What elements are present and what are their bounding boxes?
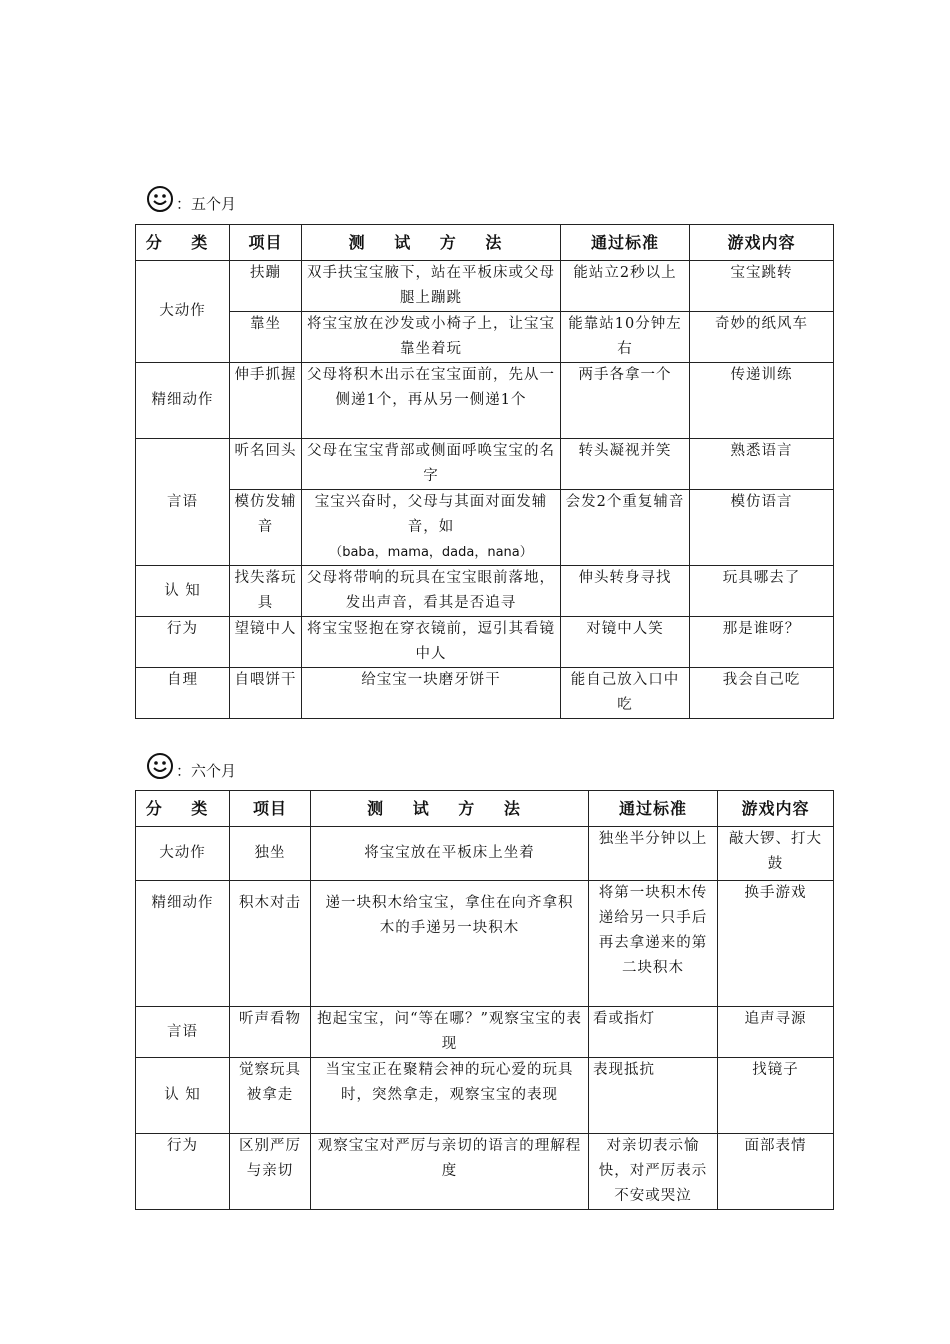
game-cell: 面部表情 <box>718 1134 834 1210</box>
five-month-table <box>135 224 834 719</box>
category-cell: 精细动作 <box>136 881 230 1007</box>
item-cell: 自喂饼干 <box>230 668 302 719</box>
standard-cell: 转头凝视并笑 <box>561 439 690 490</box>
method-cell <box>302 490 561 566</box>
item-cell: 觉察玩具被拿走 <box>230 1058 311 1134</box>
game-cell: 熟悉语言 <box>690 439 834 490</box>
header-item: 项目 <box>230 791 311 827</box>
method-cell: 将宝宝竖抱在穿衣镜前，逗引其看镜中人 <box>302 617 561 668</box>
smiley-icon <box>146 752 174 780</box>
method-cell: 双手扶宝宝腋下，站在平板床或父母腿上蹦跳 <box>302 261 561 312</box>
method-cell: 给宝宝一块磨牙饼干 <box>302 668 561 719</box>
game-cell: 那是谁呀？ <box>690 617 834 668</box>
game-cell: 奇妙的纸风车 <box>690 312 834 363</box>
method-cell: 父母将带响的玩具在宝宝眼前落地，发出声音，看其是否追寻 <box>302 566 561 617</box>
standard-cell: 对亲切表示愉快，对严厉表示不安或哭泣 <box>589 1134 718 1210</box>
item-cell: 区别严厉与亲切 <box>230 1134 311 1210</box>
standard-cell: 将第一块积木传递给另一只手后再去拿递来的第二块积木 <box>589 881 718 1007</box>
header-standard: 通过标准 <box>561 225 690 261</box>
item-cell: 模仿发辅音 <box>230 490 302 566</box>
item-cell: 找失落玩具 <box>230 566 302 617</box>
standard-cell: 伸头转身寻找 <box>561 566 690 617</box>
standard-cell: 能站立2秒以上 <box>561 261 690 312</box>
category-cell: 行为 <box>136 617 230 668</box>
table-row <box>136 261 834 312</box>
method-example: （baba，mama，dada，nana） <box>329 545 533 560</box>
standard-cell: 能靠站10分钟左右 <box>561 312 690 363</box>
game-cell: 换手游戏 <box>718 881 834 1007</box>
method-cell: 抱起宝宝，问“等在哪？”观察宝宝的表现 <box>311 1007 589 1058</box>
item-cell: 靠坐 <box>230 312 302 363</box>
table-row <box>136 827 834 881</box>
section-title: ：五个月 <box>176 195 237 213</box>
game-cell: 模仿语言 <box>690 490 834 566</box>
header-standard: 通过标准 <box>589 791 718 827</box>
item-cell: 独坐 <box>230 827 311 881</box>
header-method: 测 试 方 法 <box>302 225 561 261</box>
method-cell: 将宝宝放在平板床上坐着 <box>311 827 589 881</box>
item-cell: 伸手抓握 <box>230 363 302 439</box>
game-cell: 宝宝跳转 <box>690 261 834 312</box>
table-row <box>136 1007 834 1058</box>
table-row <box>136 617 834 668</box>
table-header-row <box>136 791 834 827</box>
table-row <box>136 881 834 1007</box>
method-text: 宝宝兴奋时，父母与其面对面发辅音，如 <box>314 494 548 535</box>
smiley-icon <box>146 185 174 213</box>
method-cell: 父母将积木出示在宝宝面前，先从一侧递1个，再从另一侧递1个 <box>302 363 561 439</box>
section-title: ：六个月 <box>176 762 237 780</box>
method-cell: 递一块积木给宝宝，拿住在向齐拿积木的手递另一块积木 <box>311 881 589 1007</box>
category-cell: 言语 <box>136 439 230 566</box>
table-header-row <box>136 225 834 261</box>
method-cell: 将宝宝放在沙发或小椅子上，让宝宝靠坐着玩 <box>302 312 561 363</box>
standard-cell: 两手各拿一个 <box>561 363 690 439</box>
game-cell: 找镜子 <box>718 1058 834 1134</box>
game-cell: 敲大锣、打大鼓 <box>718 827 834 881</box>
table-row <box>136 490 834 566</box>
item-cell: 望镜中人 <box>230 617 302 668</box>
item-cell: 听名回头 <box>230 439 302 490</box>
category-cell: 大动作 <box>136 827 230 881</box>
category-cell: 认 知 <box>136 1058 230 1134</box>
standard-cell: 对镜中人笑 <box>561 617 690 668</box>
category-cell: 大动作 <box>136 261 230 363</box>
standard-cell: 表现抵抗 <box>589 1058 718 1134</box>
table-row <box>136 439 834 490</box>
table-row <box>136 363 834 439</box>
item-cell: 积木对击 <box>230 881 311 1007</box>
category-cell: 自理 <box>136 668 230 719</box>
table-row <box>136 668 834 719</box>
category-cell: 精细动作 <box>136 363 230 439</box>
header-method: 测 试 方 法 <box>311 791 589 827</box>
header-game: 游戏内容 <box>718 791 834 827</box>
standard-cell: 会发2个重复辅音 <box>561 490 690 566</box>
section-heading-five-months <box>146 185 236 213</box>
standard-cell: 看或指灯 <box>589 1007 718 1058</box>
six-month-table <box>135 790 834 1210</box>
table-row <box>136 312 834 363</box>
game-cell: 传递训练 <box>690 363 834 439</box>
section-heading-six-months <box>146 752 236 780</box>
method-cell: 当宝宝正在聚精会神的玩心爱的玩具时，突然拿走，观察宝宝的表现 <box>311 1058 589 1134</box>
header-game: 游戏内容 <box>690 225 834 261</box>
header-category: 分 类 <box>136 225 230 261</box>
header-category: 分 类 <box>136 791 230 827</box>
method-cell: 观察宝宝对严厉与亲切的语言的理解程度 <box>311 1134 589 1210</box>
category-cell: 认 知 <box>136 566 230 617</box>
standard-cell: 能自己放入口中吃 <box>561 668 690 719</box>
game-cell: 追声寻源 <box>718 1007 834 1058</box>
item-cell: 扶蹦 <box>230 261 302 312</box>
method-cell: 父母在宝宝背部或侧面呼唤宝宝的名字 <box>302 439 561 490</box>
table-row <box>136 566 834 617</box>
table-row <box>136 1134 834 1210</box>
table-row <box>136 1058 834 1134</box>
game-cell: 我会自己吃 <box>690 668 834 719</box>
item-cell: 听声看物 <box>230 1007 311 1058</box>
category-cell: 行为 <box>136 1134 230 1210</box>
standard-cell: 独坐半分钟以上 <box>589 827 718 881</box>
header-item: 项目 <box>230 225 302 261</box>
game-cell: 玩具哪去了 <box>690 566 834 617</box>
category-cell: 言语 <box>136 1007 230 1058</box>
